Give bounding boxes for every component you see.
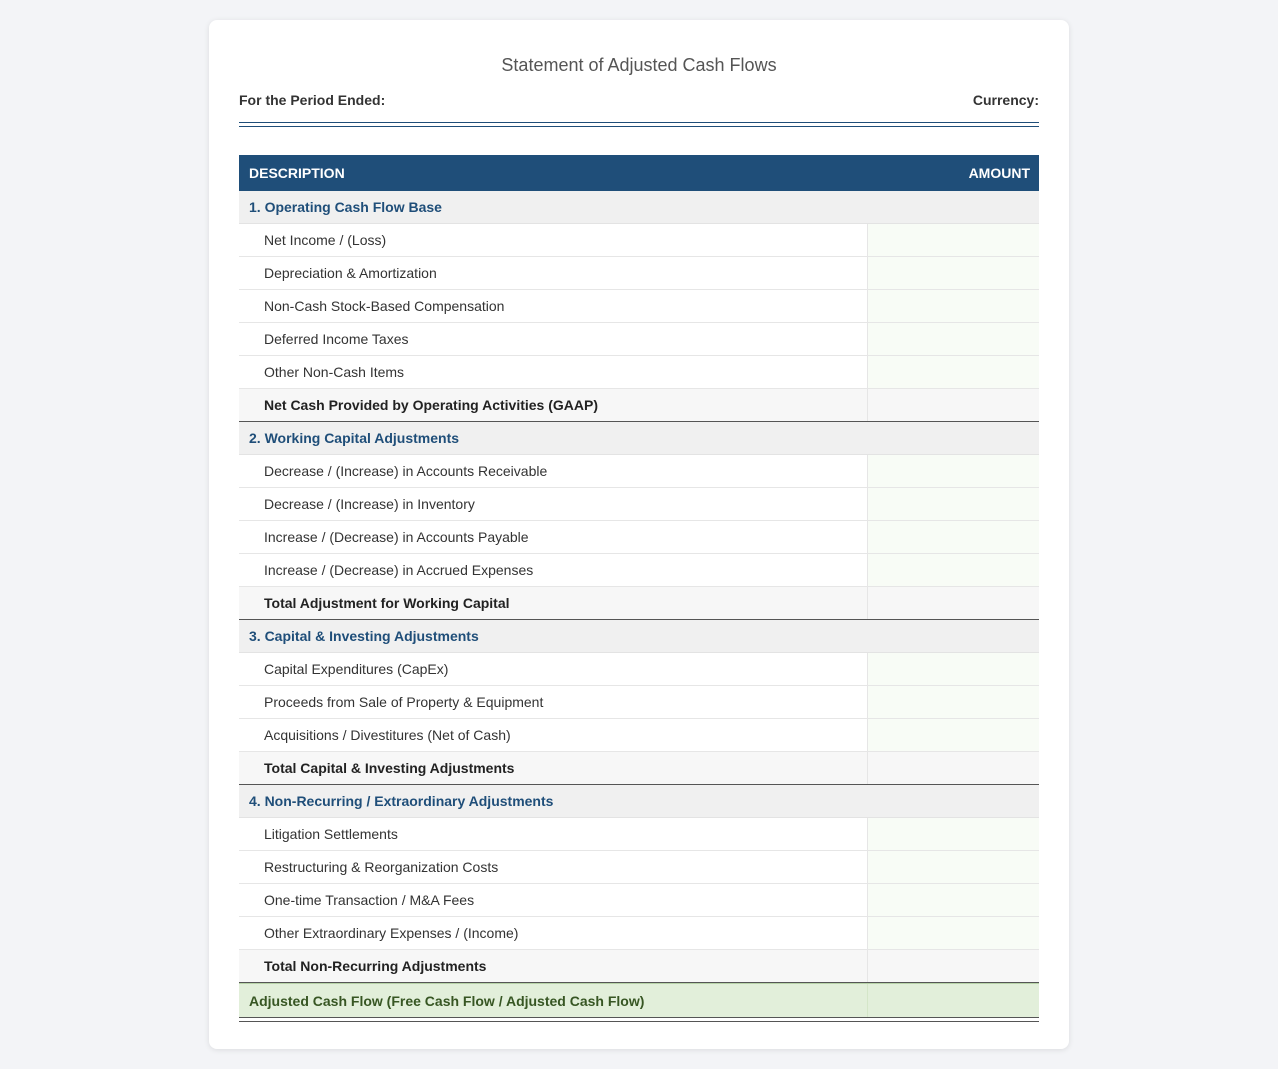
- amount-input-cell[interactable]: [868, 488, 1039, 520]
- cash-flow-table: [239, 155, 1039, 1022]
- table-row: [239, 884, 1039, 917]
- line-item-label: Proceeds from Sale of Property & Equipment: [239, 686, 868, 718]
- amount-input-cell[interactable]: [868, 224, 1039, 256]
- line-item-label: Capital Expenditures (CapEx): [239, 653, 868, 685]
- line-item-label: Other Non-Cash Items: [239, 356, 868, 388]
- table-row: [239, 818, 1039, 851]
- grand-total-row: [239, 983, 1039, 1017]
- section-total-amount-cell: [868, 389, 1039, 421]
- statement-card: [209, 20, 1069, 1049]
- table-header: [239, 155, 1039, 191]
- statement-meta: [239, 91, 1039, 109]
- line-item-label: Net Income / (Loss): [239, 224, 868, 256]
- table-body: [239, 191, 1039, 983]
- amount-input-cell[interactable]: [868, 719, 1039, 751]
- line-item-label: Increase / (Decrease) in Accrued Expenses: [239, 554, 868, 586]
- table-row: [239, 686, 1039, 719]
- section-total-label: Total Non-Recurring Adjustments: [239, 950, 868, 982]
- line-item-label: Litigation Settlements: [239, 818, 868, 850]
- amount-input-cell[interactable]: [868, 521, 1039, 553]
- line-item-label: Decrease / (Increase) in Inventory: [239, 488, 868, 520]
- section-total-amount-cell: [868, 587, 1039, 619]
- line-item-label: Decrease / (Increase) in Accounts Receivable: [239, 455, 868, 487]
- section-heading: 1. Operating Cash Flow Base: [239, 191, 1039, 224]
- section-total-row: [239, 950, 1039, 983]
- section-total-label: Net Cash Provided by Operating Activities (GAAP): [239, 389, 868, 421]
- table-row: [239, 851, 1039, 884]
- section-total-label: Total Adjustment for Working Capital: [239, 587, 868, 619]
- table-row: [239, 521, 1039, 554]
- line-item-label: Depreciation & Amortization: [239, 257, 868, 289]
- line-item-label: Restructuring & Reorganization Costs: [239, 851, 868, 883]
- section-heading: 3. Capital & Investing Adjustments: [239, 620, 1039, 653]
- amount-input-cell[interactable]: [868, 323, 1039, 355]
- amount-input-cell[interactable]: [868, 917, 1039, 949]
- table-row: [239, 719, 1039, 752]
- line-item-label: Other Extraordinary Expenses / (Income): [239, 917, 868, 949]
- section-total-label: Total Capital & Investing Adjustments: [239, 752, 868, 784]
- section-total-row: [239, 587, 1039, 620]
- column-description: DESCRIPTION: [249, 165, 345, 181]
- amount-input-cell[interactable]: [868, 455, 1039, 487]
- grand-total-amount-cell: [868, 984, 1039, 1017]
- section-heading: 2. Working Capital Adjustments: [239, 422, 1039, 455]
- grand-total-label: Adjusted Cash Flow (Free Cash Flow / Adjusted Cash Flow): [239, 984, 868, 1017]
- currency-label: Currency:: [972, 92, 1039, 108]
- page-title: Statement of Adjusted Cash Flows: [501, 55, 777, 75]
- table-row: [239, 653, 1039, 686]
- amount-input-cell[interactable]: [868, 356, 1039, 388]
- line-item-label: Acquisitions / Divestitures (Net of Cash): [239, 719, 868, 751]
- header-divider: [239, 122, 1039, 127]
- period-label: For the Period Ended:: [239, 92, 386, 108]
- section-total-row: [239, 752, 1039, 785]
- section-heading: 4. Non-Recurring / Extraordinary Adjustments: [239, 785, 1039, 818]
- amount-input-cell[interactable]: [868, 257, 1039, 289]
- amount-input-cell[interactable]: [868, 851, 1039, 883]
- table-row: [239, 323, 1039, 356]
- table-row: [239, 224, 1039, 257]
- table-row: [239, 356, 1039, 389]
- column-amount: AMOUNT: [968, 165, 1030, 181]
- amount-input-cell[interactable]: [868, 290, 1039, 322]
- amount-input-cell[interactable]: [868, 686, 1039, 718]
- table-row: [239, 554, 1039, 587]
- table-row: [239, 455, 1039, 488]
- line-item-label: Increase / (Decrease) in Accounts Payable: [239, 521, 868, 553]
- section-total-row: [239, 389, 1039, 422]
- section-total-amount-cell: [868, 752, 1039, 784]
- amount-input-cell[interactable]: [868, 653, 1039, 685]
- line-item-label: One-time Transaction / M&A Fees: [239, 884, 868, 916]
- grand-total-double-rule: [239, 1017, 1039, 1022]
- table-row: [239, 257, 1039, 290]
- amount-input-cell[interactable]: [868, 818, 1039, 850]
- line-item-label: Non-Cash Stock-Based Compensation: [239, 290, 868, 322]
- table-row: [239, 290, 1039, 323]
- table-row: [239, 488, 1039, 521]
- amount-input-cell[interactable]: [868, 884, 1039, 916]
- table-row: [239, 917, 1039, 950]
- amount-input-cell[interactable]: [868, 554, 1039, 586]
- line-item-label: Deferred Income Taxes: [239, 323, 868, 355]
- section-total-amount-cell: [868, 950, 1039, 982]
